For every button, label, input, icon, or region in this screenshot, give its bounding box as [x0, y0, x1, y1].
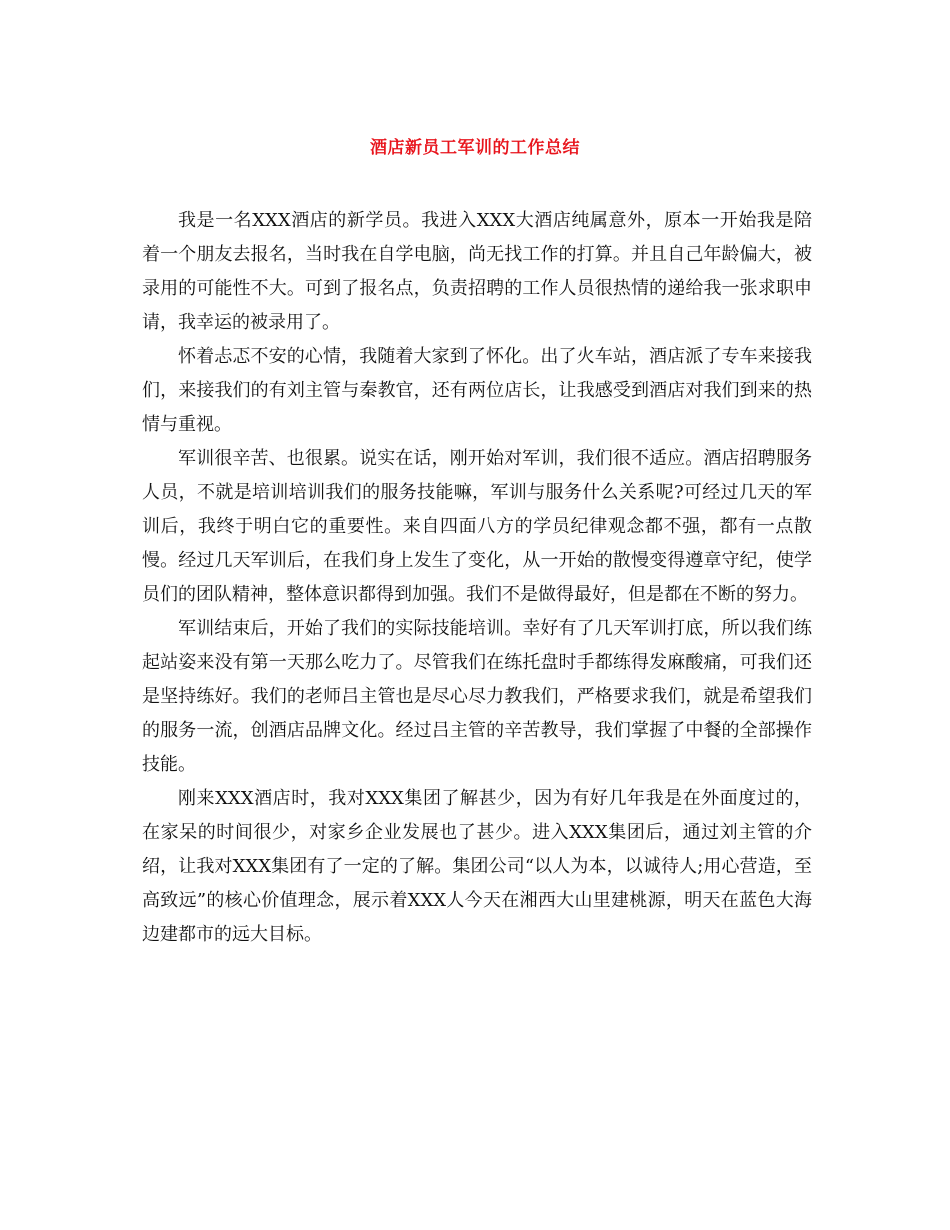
- paragraph-5: 刚来XXX酒店时，我对XXX集团了解甚少，因为有好几年我是在外面度过的，在家呆的时间很少，对家乡企业发展也了甚少。进入XXX集团后，通过刘主管的介绍，让我对XXX集团有了一定的了解。集团公司“以人为本，以诚待人;用心营造，至高致远”的核心价值理念，展示着XXX人今天在湘西大山里建桃源，明天在蓝色大海边建都市的远大目标。: [142, 788, 812, 945]
- paragraph-3: 军训很辛苦、也很累。说实在话，刚开始对军训，我们很不适应。酒店招聘服务人员，不就是培训培训我们的服务技能嘛，军训与服务什么关系呢?可经过几天的军训后，我终于明白它的重要性。来自四面八方的学员纪律观念都不强，都有一点散慢。经过几天军训后，在我们身上发生了变化，从一开始的散慢变得遵章守纪，使学员们的团队精神，整体意识都得到加强。我们不是做得最好，但是都在不断的努力。: [142, 448, 812, 605]
- paragraph-1: 我是一名XXX酒店的新学员。我进入XXX大酒店纯属意外，原本一开始我是陪着一个朋友去报名，当时我在自学电脑，尚无找工作的打算。并且自己年龄偏大，被录用的可能性不大。可到了报名点，负责招聘的工作人员很热情的递给我一张求职申请，我幸运的被录用了。: [142, 210, 812, 333]
- paragraph-2: 怀着忐忑不安的心情，我随着大家到了怀化。出了火车站，酒店派了专车来接我们，来接我们的有刘主管与秦教官，还有两位店长，让我感受到酒店对我们到来的热情与重视。: [142, 346, 812, 435]
- document-title: 酒店新员工军训的工作总结: [370, 138, 580, 158]
- paragraph-4: 军训结束后，开始了我们的实际技能培训。幸好有了几天军训打底，所以我们练起站姿来没有第一天那么吃力了。尽管我们在练托盘时手都练得发麻酸痛，可我们还是坚持练好。我们的老师吕主管也是尽心尽力教我们，严格要求我们，就是希望我们的服务一流，创酒店品牌文化。经过吕主管的辛苦教导，我们掌握了中餐的全部操作技能。: [142, 618, 812, 775]
- document-body: [142, 204, 812, 952]
